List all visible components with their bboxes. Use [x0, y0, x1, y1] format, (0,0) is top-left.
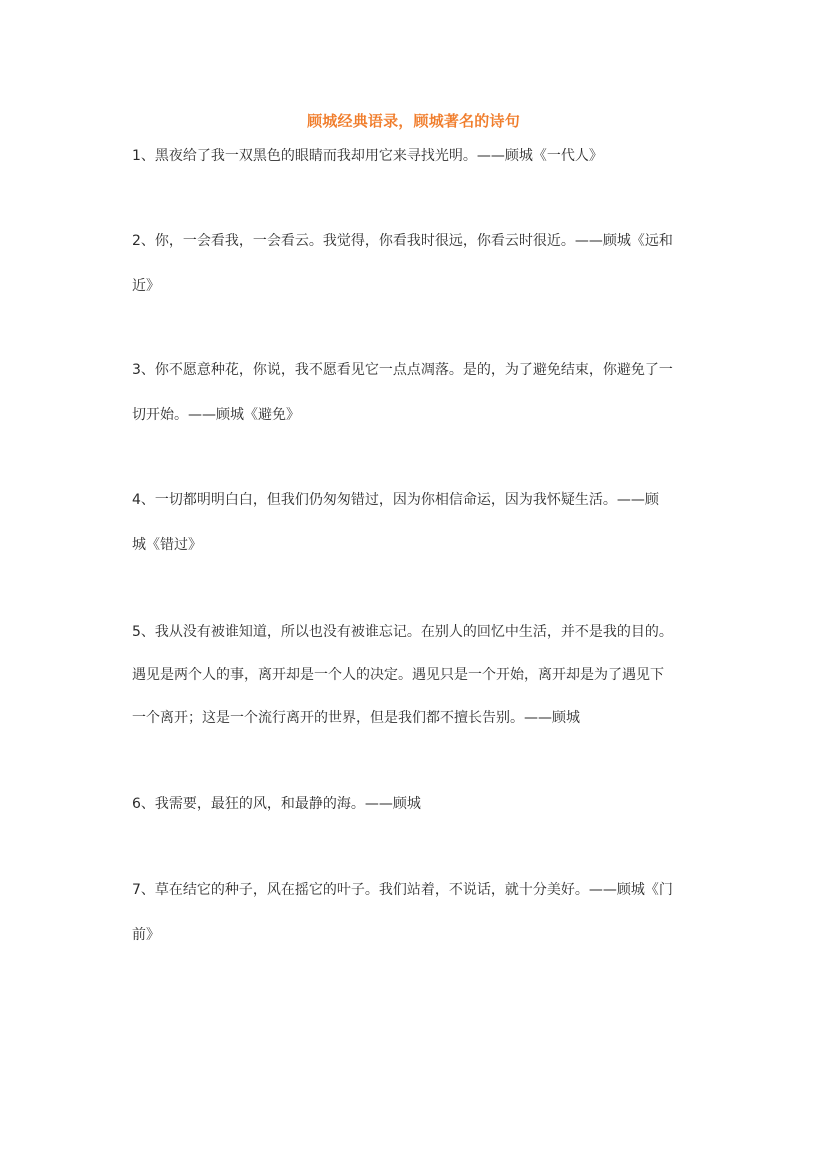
quote-item-5	[132, 622, 698, 728]
quote-item-3	[132, 360, 698, 425]
quote-item-7	[132, 880, 698, 945]
quote-line: 1、黑夜给了我一双黑色的眼睛而我却用它来寻找光明。——顾城《一代人》	[132, 148, 603, 164]
quote-item-2	[132, 231, 698, 296]
quote-line: 3、你不愿意种花，你说，我不愿看见它一点点凋落。是的，为了避免结束，你避免了一	[132, 362, 673, 378]
quote-line: 2、你，一会看我，一会看云。我觉得，你看我时很远，你看云时很近。——顾城《远和	[132, 233, 673, 249]
quote-line: 6、我需要，最狂的风，和最静的海。——顾城	[132, 796, 421, 812]
quote-line: 近》	[132, 278, 160, 294]
quote-line: 7、草在结它的种子，风在摇它的叶子。我们站着，不说话，就十分美好。——顾城《门	[132, 882, 673, 898]
quote-line: 前》	[132, 927, 160, 943]
quote-item-4	[132, 490, 698, 555]
quote-line: 切开始。——顾城《避免》	[132, 407, 300, 423]
quote-line: 一个离开；这是一个流行离开的世界，但是我们都不擅长告别。——顾城	[132, 710, 580, 726]
quote-line: 遇见是两个人的事，离开却是一个人的决定。遇见只是一个开始，离开却是为了遇见下	[132, 667, 664, 683]
quote-line: 城《错过》	[132, 537, 202, 553]
quote-line: 4、一切都明明白白，但我们仍匆匆错过，因为你相信命运，因为我怀疑生活。——顾	[132, 492, 659, 508]
document-title: 顾城经典语录，顾城著名的诗句	[307, 112, 520, 130]
quote-line: 5、我从没有被谁知道，所以也没有被谁忘记。在别人的回忆中生活，并不是我的目的。	[132, 624, 673, 640]
quote-item-1	[132, 146, 698, 166]
quote-item-6	[132, 794, 698, 814]
